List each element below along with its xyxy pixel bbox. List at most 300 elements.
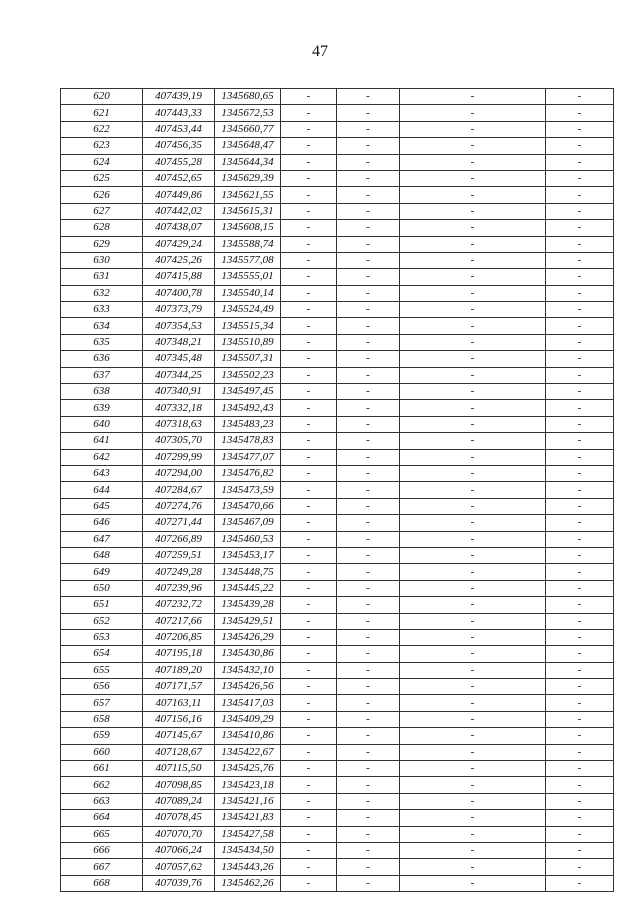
table-cell: - xyxy=(337,89,400,105)
table-cell: 407115,50 xyxy=(143,761,215,777)
table-cell: - xyxy=(546,810,614,826)
table-row xyxy=(61,646,614,662)
table-cell: 407294,00 xyxy=(143,465,215,481)
table-cell: - xyxy=(281,285,337,301)
table-cell: 1345427,58 xyxy=(215,826,281,842)
table-cell: 407452,65 xyxy=(143,170,215,186)
table-row xyxy=(61,613,614,629)
table-cell: 407057,62 xyxy=(143,859,215,875)
table-cell: 407373,79 xyxy=(143,302,215,318)
table-cell: - xyxy=(400,629,546,645)
table-cell: 1345540,14 xyxy=(215,285,281,301)
table-cell: - xyxy=(337,564,400,580)
table-cell: - xyxy=(546,449,614,465)
table-cell: - xyxy=(281,105,337,121)
table-cell: - xyxy=(546,105,614,121)
table-cell: - xyxy=(337,187,400,203)
table-cell: - xyxy=(546,89,614,105)
table-cell: - xyxy=(546,302,614,318)
table-cell: 1345672,53 xyxy=(215,105,281,121)
table-cell: 1345483,23 xyxy=(215,416,281,432)
table-cell: - xyxy=(546,629,614,645)
table-cell: - xyxy=(337,121,400,137)
table-cell: - xyxy=(281,711,337,727)
table-cell: 1345470,66 xyxy=(215,498,281,514)
table-cell: 407439,19 xyxy=(143,89,215,105)
table-cell: 407128,67 xyxy=(143,744,215,760)
table-cell: - xyxy=(337,662,400,678)
table-row xyxy=(61,449,614,465)
table-cell: - xyxy=(337,531,400,547)
table-cell: 639 xyxy=(61,400,143,416)
table-cell: 1345621,55 xyxy=(215,187,281,203)
table-cell: 1345629,39 xyxy=(215,170,281,186)
table-cell: - xyxy=(400,89,546,105)
table-cell: 407271,44 xyxy=(143,515,215,531)
table-cell: - xyxy=(546,252,614,268)
table-row xyxy=(61,662,614,678)
table-row xyxy=(61,416,614,432)
table-cell: 407070,70 xyxy=(143,826,215,842)
table-row xyxy=(61,138,614,154)
table-cell: - xyxy=(400,810,546,826)
table-cell: - xyxy=(400,400,546,416)
table-cell: - xyxy=(337,679,400,695)
table-cell: 1345439,28 xyxy=(215,597,281,613)
table-row xyxy=(61,695,614,711)
table-cell: - xyxy=(400,646,546,662)
table-row xyxy=(61,89,614,105)
table-cell: - xyxy=(281,810,337,826)
table-cell: 407232,72 xyxy=(143,597,215,613)
table-row xyxy=(61,793,614,809)
table-cell: - xyxy=(546,679,614,695)
table-cell: 1345507,31 xyxy=(215,351,281,367)
table-cell: - xyxy=(337,220,400,236)
table-cell: - xyxy=(337,465,400,481)
table-cell: 624 xyxy=(61,154,143,170)
table-cell: 407299,99 xyxy=(143,449,215,465)
table-cell: - xyxy=(281,662,337,678)
table-cell: - xyxy=(281,367,337,383)
table-cell: - xyxy=(400,236,546,252)
table-cell: - xyxy=(281,334,337,350)
table-cell: - xyxy=(546,728,614,744)
table-cell: - xyxy=(281,351,337,367)
table-cell: 648 xyxy=(61,547,143,563)
table-cell: - xyxy=(546,793,614,809)
table-cell: 407089,24 xyxy=(143,793,215,809)
table-cell: - xyxy=(400,793,546,809)
table-cell: - xyxy=(337,498,400,514)
table-cell: - xyxy=(546,826,614,842)
table-cell: - xyxy=(337,269,400,285)
table-cell: 642 xyxy=(61,449,143,465)
table-cell: 407438,07 xyxy=(143,220,215,236)
table-cell: - xyxy=(337,351,400,367)
table-cell: - xyxy=(546,761,614,777)
table-cell: - xyxy=(281,761,337,777)
table-cell: 657 xyxy=(61,695,143,711)
table-row xyxy=(61,547,614,563)
table-cell: 663 xyxy=(61,793,143,809)
table-row xyxy=(61,170,614,186)
table-cell: - xyxy=(337,597,400,613)
table-row xyxy=(61,220,614,236)
table-cell: 407345,48 xyxy=(143,351,215,367)
table-row xyxy=(61,564,614,580)
table-cell: - xyxy=(400,875,546,891)
table-cell: 633 xyxy=(61,302,143,318)
table-cell: 1345434,50 xyxy=(215,842,281,858)
table-cell: 621 xyxy=(61,105,143,121)
table-cell: 636 xyxy=(61,351,143,367)
table-row xyxy=(61,351,614,367)
table-cell: 407305,70 xyxy=(143,433,215,449)
table-cell: 407429,24 xyxy=(143,236,215,252)
table-cell: - xyxy=(546,384,614,400)
table-cell: 623 xyxy=(61,138,143,154)
table-cell: 1345448,75 xyxy=(215,564,281,580)
table-cell: - xyxy=(546,334,614,350)
table-cell: - xyxy=(337,826,400,842)
table-cell: 1345478,83 xyxy=(215,433,281,449)
table-cell: - xyxy=(281,170,337,186)
table-cell: - xyxy=(281,597,337,613)
table-cell: - xyxy=(546,269,614,285)
table-row xyxy=(61,761,614,777)
table-cell: 1345497,45 xyxy=(215,384,281,400)
table-cell: - xyxy=(546,465,614,481)
table-cell: 626 xyxy=(61,187,143,203)
table-cell: 407332,18 xyxy=(143,400,215,416)
table-cell: 1345445,22 xyxy=(215,580,281,596)
table-cell: 407066,24 xyxy=(143,842,215,858)
table-row xyxy=(61,384,614,400)
table-cell: 666 xyxy=(61,842,143,858)
table-row xyxy=(61,744,614,760)
page-number: 47 xyxy=(312,43,328,60)
table-cell: 667 xyxy=(61,859,143,875)
table-cell: 652 xyxy=(61,613,143,629)
table-cell: - xyxy=(281,138,337,154)
table-cell: - xyxy=(337,367,400,383)
table-cell: - xyxy=(546,203,614,219)
table-cell: - xyxy=(281,252,337,268)
table-cell: - xyxy=(546,580,614,596)
table-row xyxy=(61,187,614,203)
table-cell: - xyxy=(337,695,400,711)
table-cell: - xyxy=(337,384,400,400)
table-cell: 630 xyxy=(61,252,143,268)
table-cell: - xyxy=(546,121,614,137)
table-cell: - xyxy=(400,597,546,613)
table-cell: - xyxy=(281,187,337,203)
table-cell: 625 xyxy=(61,170,143,186)
table-cell: - xyxy=(281,826,337,842)
table-cell: 407171,57 xyxy=(143,679,215,695)
table-cell: - xyxy=(400,351,546,367)
table-cell: - xyxy=(546,646,614,662)
table-cell: - xyxy=(546,875,614,891)
table-cell: - xyxy=(281,613,337,629)
table-cell: 407442,02 xyxy=(143,203,215,219)
table-cell: - xyxy=(400,515,546,531)
coordinates-table xyxy=(60,88,614,892)
table-cell: 407249,28 xyxy=(143,564,215,580)
table-cell: - xyxy=(546,564,614,580)
table-row xyxy=(61,285,614,301)
table-cell: 1345577,08 xyxy=(215,252,281,268)
table-cell: - xyxy=(337,302,400,318)
table-cell: 407239,96 xyxy=(143,580,215,596)
table-cell: - xyxy=(546,433,614,449)
table-cell: - xyxy=(546,515,614,531)
table-cell: - xyxy=(281,236,337,252)
table-cell: 627 xyxy=(61,203,143,219)
table-cell: - xyxy=(281,679,337,695)
table-cell: 407425,26 xyxy=(143,252,215,268)
table-cell: 407354,53 xyxy=(143,318,215,334)
table-cell: - xyxy=(337,449,400,465)
table-cell: - xyxy=(337,515,400,531)
table-cell: 646 xyxy=(61,515,143,531)
table-cell: 645 xyxy=(61,498,143,514)
table-cell: 407195,18 xyxy=(143,646,215,662)
table-cell: 654 xyxy=(61,646,143,662)
table-cell: 634 xyxy=(61,318,143,334)
table-cell: - xyxy=(400,547,546,563)
table-cell: - xyxy=(337,793,400,809)
table-cell: - xyxy=(281,875,337,891)
table-cell: - xyxy=(281,203,337,219)
table-row xyxy=(61,465,614,481)
table-cell: 407098,85 xyxy=(143,777,215,793)
table-cell: 638 xyxy=(61,384,143,400)
table-row xyxy=(61,318,614,334)
table-cell: - xyxy=(337,285,400,301)
table-cell: 407274,76 xyxy=(143,498,215,514)
table-row xyxy=(61,400,614,416)
table-cell: 1345492,43 xyxy=(215,400,281,416)
table-cell: - xyxy=(400,777,546,793)
table-cell: - xyxy=(337,236,400,252)
table-cell: 1345608,15 xyxy=(215,220,281,236)
table-cell: - xyxy=(400,465,546,481)
table-cell: - xyxy=(337,875,400,891)
table-cell: 1345417,03 xyxy=(215,695,281,711)
coordinates-table-body xyxy=(61,89,614,892)
table-cell: 1345524,49 xyxy=(215,302,281,318)
table-row xyxy=(61,121,614,137)
table-cell: - xyxy=(337,613,400,629)
table-cell: 647 xyxy=(61,531,143,547)
table-cell: 1345502,23 xyxy=(215,367,281,383)
table-cell: 1345443,26 xyxy=(215,859,281,875)
table-cell: - xyxy=(281,859,337,875)
table-cell: 643 xyxy=(61,465,143,481)
table-cell: - xyxy=(337,842,400,858)
table-cell: - xyxy=(337,859,400,875)
table-cell: 1345473,59 xyxy=(215,482,281,498)
table-cell: - xyxy=(546,187,614,203)
table-cell: - xyxy=(281,777,337,793)
table-cell: 651 xyxy=(61,597,143,613)
table-cell: - xyxy=(337,170,400,186)
table-cell: - xyxy=(337,580,400,596)
table-cell: 1345421,83 xyxy=(215,810,281,826)
table-cell: 407348,21 xyxy=(143,334,215,350)
table-cell: - xyxy=(400,269,546,285)
table-cell: - xyxy=(337,203,400,219)
table-cell: 1345477,07 xyxy=(215,449,281,465)
table-cell: - xyxy=(546,711,614,727)
table-row xyxy=(61,810,614,826)
table-cell: - xyxy=(546,482,614,498)
table-cell: - xyxy=(400,662,546,678)
table-cell: 661 xyxy=(61,761,143,777)
table-cell: 407217,66 xyxy=(143,613,215,629)
table-cell: 650 xyxy=(61,580,143,596)
table-cell: 1345409,29 xyxy=(215,711,281,727)
table-cell: - xyxy=(281,547,337,563)
table-cell: 1345426,56 xyxy=(215,679,281,695)
table-cell: - xyxy=(281,515,337,531)
table-cell: - xyxy=(337,138,400,154)
table-cell: - xyxy=(400,580,546,596)
table-cell: 1345460,53 xyxy=(215,531,281,547)
table-cell: 1345660,77 xyxy=(215,121,281,137)
table-cell: - xyxy=(400,220,546,236)
table-cell: 407449,86 xyxy=(143,187,215,203)
table-cell: 407156,16 xyxy=(143,711,215,727)
table-cell: 658 xyxy=(61,711,143,727)
table-cell: 628 xyxy=(61,220,143,236)
table-cell: - xyxy=(281,531,337,547)
table-cell: 631 xyxy=(61,269,143,285)
table-cell: 653 xyxy=(61,629,143,645)
table-cell: 407163,11 xyxy=(143,695,215,711)
table-cell: 1345410,86 xyxy=(215,728,281,744)
table-cell: 1345430,86 xyxy=(215,646,281,662)
table-cell: - xyxy=(400,531,546,547)
table-cell: - xyxy=(400,482,546,498)
table-cell: 637 xyxy=(61,367,143,383)
table-cell: 1345555,01 xyxy=(215,269,281,285)
table-cell: - xyxy=(400,302,546,318)
table-cell: - xyxy=(400,711,546,727)
table-row xyxy=(61,580,614,596)
table-cell: - xyxy=(281,121,337,137)
table-row xyxy=(61,367,614,383)
table-cell: - xyxy=(281,482,337,498)
table-cell: - xyxy=(400,154,546,170)
table-cell: 656 xyxy=(61,679,143,695)
table-cell: - xyxy=(400,285,546,301)
table-cell: - xyxy=(546,498,614,514)
table-row xyxy=(61,482,614,498)
table-cell: - xyxy=(400,613,546,629)
table-row xyxy=(61,252,614,268)
table-cell: - xyxy=(337,728,400,744)
table-row xyxy=(61,859,614,875)
table-cell: 629 xyxy=(61,236,143,252)
table-cell: - xyxy=(400,318,546,334)
table-cell: 622 xyxy=(61,121,143,137)
table-cell: - xyxy=(400,859,546,875)
table-cell: 407039,76 xyxy=(143,875,215,891)
table-cell: - xyxy=(400,761,546,777)
table-cell: - xyxy=(337,334,400,350)
table-cell: - xyxy=(546,859,614,875)
table-cell: - xyxy=(546,842,614,858)
table-cell: - xyxy=(400,498,546,514)
table-cell: 407318,63 xyxy=(143,416,215,432)
table-cell: 1345421,16 xyxy=(215,793,281,809)
table-row xyxy=(61,515,614,531)
table-cell: - xyxy=(281,154,337,170)
table-cell: 1345467,09 xyxy=(215,515,281,531)
table-cell: - xyxy=(337,711,400,727)
table-cell: - xyxy=(546,662,614,678)
table-row xyxy=(61,629,614,645)
table-cell: - xyxy=(400,138,546,154)
table-cell: - xyxy=(281,564,337,580)
table-cell: - xyxy=(337,547,400,563)
table-cell: - xyxy=(337,744,400,760)
table-cell: - xyxy=(546,170,614,186)
table-cell: - xyxy=(281,318,337,334)
table-row xyxy=(61,728,614,744)
table-cell: - xyxy=(281,629,337,645)
table-cell: 407443,33 xyxy=(143,105,215,121)
table-cell: - xyxy=(400,334,546,350)
table-cell: - xyxy=(546,613,614,629)
table-cell: 635 xyxy=(61,334,143,350)
table-cell: - xyxy=(546,416,614,432)
table-cell: - xyxy=(546,400,614,416)
table-row xyxy=(61,679,614,695)
table-cell: 660 xyxy=(61,744,143,760)
table-cell: - xyxy=(400,367,546,383)
table-row xyxy=(61,777,614,793)
table-cell: 620 xyxy=(61,89,143,105)
table-cell: 1345644,34 xyxy=(215,154,281,170)
table-row xyxy=(61,433,614,449)
table-row xyxy=(61,154,614,170)
table-cell: - xyxy=(281,465,337,481)
table-cell: - xyxy=(546,285,614,301)
table-cell: 641 xyxy=(61,433,143,449)
table-cell: - xyxy=(281,646,337,662)
table-cell: - xyxy=(281,220,337,236)
table-row xyxy=(61,597,614,613)
table-row xyxy=(61,531,614,547)
table-cell: 644 xyxy=(61,482,143,498)
table-cell: 1345423,18 xyxy=(215,777,281,793)
table-cell: - xyxy=(281,793,337,809)
table-cell: - xyxy=(400,252,546,268)
table-cell: 407145,67 xyxy=(143,728,215,744)
table-row xyxy=(61,269,614,285)
table-cell: - xyxy=(281,269,337,285)
table-row xyxy=(61,498,614,514)
table-cell: - xyxy=(281,842,337,858)
table-cell: - xyxy=(546,351,614,367)
table-cell: - xyxy=(337,777,400,793)
table-cell: - xyxy=(337,810,400,826)
table-cell: - xyxy=(400,449,546,465)
